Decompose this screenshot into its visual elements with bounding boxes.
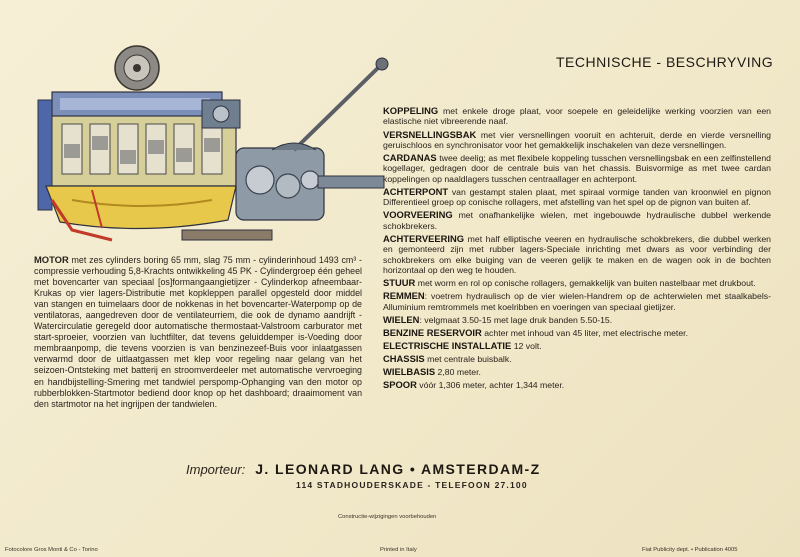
spec-label: STUUR — [383, 277, 416, 289]
footer-publication: Fiat Publicity dept. • Publication 4005 — [642, 547, 738, 553]
spec-text: van gestampt stalen plaat, met spiraal vormige tanden van kroonwiel en pignon Differentieel groep op conische rollagers, met afstelling van het spel op de pignon van buiten af. — [383, 186, 771, 208]
motor-description — [34, 254, 362, 410]
spec-label: ACHTERPONT — [383, 185, 449, 197]
spec-label: VERSNELLINGSBAK — [383, 128, 477, 140]
spec-text: : voetrem hydraulisch op de vier wielen-Handrem op de achterwielen met staalkabels-Alluminium remtrommels met koelribben en voeringen van speciaal gietijzer. — [383, 291, 771, 312]
spec-text: : velgmaat 3.50-15 met lage druk banden 5.50-15. — [419, 314, 613, 325]
spec-electrische-installatie — [383, 341, 771, 351]
spec-text: 12 volt. — [511, 341, 542, 351]
spec-text: met half elliptische veeren en hydraulische schokbrekers, die dubbel werken en gemonteerd zijn met rubber lagers-Speciale inrichting met dwars as voor verbinding der schokbrekers om elke buiging van de veeren gelijk te maken en de wagen ook in de bochten horizontaal op den weg te houden. — [383, 233, 771, 276]
spec-text: met worm en rol op conische rollagers, gemakkelijk van buiten nastelbaar met drukbout. — [415, 278, 756, 289]
motor-label: MOTOR — [34, 254, 69, 265]
spec-text: vóór 1,306 meter, achter 1,344 meter. — [416, 380, 565, 391]
spec-label: KOPPELING — [383, 105, 439, 116]
spec-wielbasis — [383, 367, 771, 377]
spec-label: ACHTERVEERING — [383, 232, 465, 244]
spec-achterpont — [383, 187, 771, 208]
page-heading: TECHNISCHE - BESCHRYVING — [556, 54, 774, 70]
spec-label: VOORVEERING — [383, 209, 453, 221]
spec-chassis — [383, 354, 771, 364]
spec-stuur — [383, 278, 771, 288]
spec-label: CARDANAS — [383, 152, 437, 163]
spec-text: met vier versnellingen vooruit en achteruit, derde en vierde versnelling geruischloos en synchronisator voor het gemakkelijk inschakelen van deze versnellingen. — [383, 129, 771, 150]
importer-line — [186, 461, 746, 479]
motor-text: met zes cylinders boring 65 mm, slag 75 mm - cylinderinhoud 1493 cm³ - compressie verhouding 5,8-Krachts ontwikkeling 45 PK - Cylindergroep één geheel met bovencarter van speciaal [os]formangaangietijzer - Cylinderkop afneembaar-Krukas op vier lagers-Distributie met kopkleppen parallel opgesteld door middel van stangen en tuimelaars door de nokkenas in het bovencarter-Waterpomp op de ventilatoras, aangedreven door de ventilateurriem, die ook de dynamo aandrijft - Watercirculatie geregeld door automatische thermostaat-Valstroom carburator met start-sproeier, voorzien van luchtfilter, dat tevens geluiddemper is-Voeding door membraanpomp, die tevens voorzien is van benzinezeef-Buis voor inlaatgassen verwarmd door de uitlaatgassen met klep voor regeling naar gelang van het seizoen-Ontsteking met batterij en stroomverdeeler met automatische vervroeging en handbijstelling-Smering met tandwiel perspomp-Ophanging van den motor op rubberblokken-Startmotor bediend door knop op het dashboard; draaimoment van den startmotor na het ingrijpen der tandwielen. — [34, 255, 362, 409]
importer-name: J. LEONARD LANG • AMSTERDAM-Z — [255, 461, 541, 477]
engine-cutaway-illustration — [32, 40, 392, 255]
spec-text: achter met inhoud van 45 liter, met electrische meter. — [481, 327, 688, 338]
spec-text: met centrale buisbalk. — [424, 354, 512, 365]
spec-versnellingsbak — [383, 130, 771, 151]
footer-printer: Fotocolore Gros Monti & Co - Torino — [5, 547, 98, 553]
spec-label: ELECTRISCHE INSTALLATIE — [383, 340, 512, 351]
spec-achterveering — [383, 234, 771, 276]
spec-label: WIELEN — [383, 313, 420, 325]
spec-label: SPOOR — [383, 379, 417, 391]
spec-wielen — [383, 315, 771, 325]
spec-text: met enkele droge plaat, voor soepele en geleidelijke werking voorzien van een elastische niet vibreerende naaf. — [383, 106, 771, 127]
spec-benzine-reservoir — [383, 328, 771, 338]
spec-list — [383, 106, 771, 393]
spec-cardanas — [383, 153, 771, 184]
spec-label: WIELBASIS — [383, 366, 436, 378]
spec-voorveering — [383, 210, 771, 231]
construction-notice: Constructie-wijzigingen voorbehouden — [338, 514, 437, 520]
importer-address: 114 STADHOUDERSKADE - TELEFOON 27.100 — [296, 480, 528, 490]
importer-label: Importeur: — [186, 462, 246, 477]
spec-spoor — [383, 380, 771, 390]
footer-printed-in: Printed in Italy — [380, 547, 417, 553]
spec-label: CHASSIS — [383, 353, 425, 365]
spec-text: twee deelig; as met flexibele koppeling tusschen versnellingsbak en een zelfinstellend kogellager, gedragen door de centrale buis van het chassis. Buisvormige as met twee cardan koppelingen op naaldlagers tusschen centraallager en achterpont. — [383, 153, 771, 184]
spec-label: BENZINE RESERVOIR — [383, 326, 482, 338]
spec-label: REMMEN — [383, 290, 425, 302]
spec-text: 2,80 meter. — [435, 367, 481, 378]
spec-koppeling — [383, 106, 771, 127]
spec-remmen — [383, 291, 771, 312]
spec-text: met onafhankelijke wielen, met ingebouwde hydraulische dubbel werkende schokbrekers. — [383, 210, 771, 231]
